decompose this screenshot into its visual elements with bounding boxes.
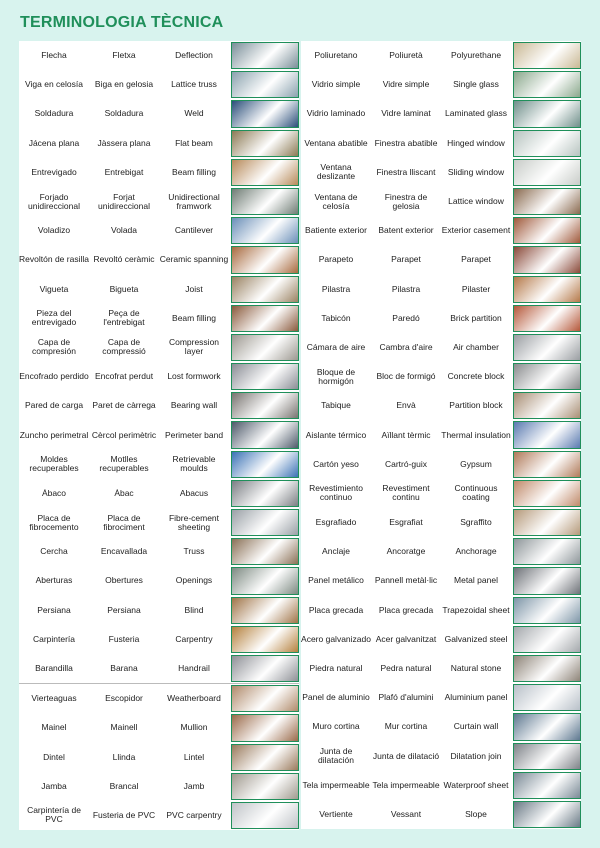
term-es: Mainel xyxy=(41,723,67,733)
term-es: Bloque de hormigón xyxy=(316,367,356,386)
term-ca: Paredó xyxy=(392,313,420,323)
term-photo xyxy=(231,159,299,186)
term-es: Pared de carga xyxy=(24,401,84,411)
term-photo xyxy=(231,276,299,303)
term-ca: Àbac xyxy=(114,488,134,498)
term-row xyxy=(19,391,299,420)
term-en: Cantilever xyxy=(174,226,214,236)
term-photo xyxy=(513,392,581,419)
term-photo xyxy=(231,685,299,712)
term-photo xyxy=(231,744,299,771)
term-en: Abacus xyxy=(179,488,209,498)
term-es: Carpintería xyxy=(32,634,76,644)
term-row xyxy=(19,245,299,274)
term-en: Gypsum xyxy=(460,459,492,469)
term-photo xyxy=(231,480,299,507)
term-en: Handrail xyxy=(178,664,210,674)
term-ca: Encofrat perdut xyxy=(94,372,154,382)
term-en: Flat beam xyxy=(175,138,213,148)
term-es: Parapeto xyxy=(318,255,354,265)
term-en: Openings xyxy=(175,576,213,586)
term-photo xyxy=(513,801,581,828)
term-row xyxy=(19,333,299,362)
term-ca: Aïllant tèrmic xyxy=(381,430,431,440)
term-row xyxy=(301,362,581,391)
term-es: Encofrado perdido xyxy=(19,372,89,382)
term-ca: Revoltó ceràmic xyxy=(93,255,155,265)
term-row xyxy=(19,216,299,245)
term-row xyxy=(301,566,581,595)
term-en: Curtain wall xyxy=(453,722,499,732)
term-ca: Entrebigat xyxy=(104,167,144,177)
term-photo xyxy=(513,188,581,215)
term-es: Vertiente xyxy=(319,809,353,819)
term-ca: Barana xyxy=(110,664,138,674)
term-ca: Biguetа xyxy=(109,284,139,294)
term-ca: Fletxa xyxy=(112,51,136,61)
term-ca: Esgrafiat xyxy=(389,518,423,528)
term-photo xyxy=(231,509,299,536)
term-row xyxy=(301,70,581,99)
term-ca: Bloc de formigó xyxy=(376,372,436,382)
term-photo xyxy=(231,597,299,624)
term-row xyxy=(19,743,299,772)
term-es: Pilastra xyxy=(321,284,351,294)
term-ca: Finestra lliscant xyxy=(376,167,436,177)
term-photo xyxy=(231,802,299,829)
term-es: Tabicón xyxy=(321,313,351,323)
term-row xyxy=(19,420,299,449)
term-en: Anchorage xyxy=(455,547,497,557)
term-row xyxy=(301,129,581,158)
term-ca: Placa grecada xyxy=(378,605,434,615)
term-ca: Parapet xyxy=(391,255,421,265)
term-photo xyxy=(513,509,581,536)
term-es: Placa de fibrocemento xyxy=(29,513,79,532)
term-en: PVC carpentry xyxy=(166,810,222,820)
term-es: Jácena plana xyxy=(28,138,80,148)
term-en: Continuous coating xyxy=(454,484,498,503)
term-photo xyxy=(231,246,299,273)
term-ca: Llinda xyxy=(112,752,136,762)
term-es: Dintel xyxy=(43,752,65,762)
term-en: Compression layer xyxy=(168,338,220,357)
term-photo xyxy=(513,655,581,682)
term-photo xyxy=(513,246,581,273)
term-row xyxy=(301,508,581,537)
term-ca: Volada xyxy=(111,226,137,236)
term-photo xyxy=(231,451,299,478)
term-en: Jamb xyxy=(183,781,205,791)
term-photo xyxy=(231,305,299,332)
term-es: Jamba xyxy=(41,781,67,791)
term-photo xyxy=(231,188,299,215)
term-ca: Ancoratge xyxy=(386,547,426,557)
term-photo xyxy=(513,363,581,390)
term-photo xyxy=(513,217,581,244)
term-photo xyxy=(513,334,581,361)
term-es: Vigueta xyxy=(39,284,69,294)
term-row xyxy=(19,275,299,304)
term-en: Thermal insulation xyxy=(441,430,511,440)
term-es: Esgrafiado xyxy=(315,518,357,528)
term-es: Placa grecada xyxy=(308,605,364,615)
term-row xyxy=(19,158,299,187)
term-en: Truss xyxy=(183,547,205,557)
term-ca: Peça de l'entrebigat xyxy=(103,309,145,328)
term-row xyxy=(301,187,581,216)
term-row xyxy=(19,508,299,537)
term-ca: Motlles recuperables xyxy=(99,455,149,474)
term-en: Sliding window xyxy=(447,167,505,177)
term-photo xyxy=(513,421,581,448)
term-photo xyxy=(231,217,299,244)
term-en: Pilaster xyxy=(461,284,491,294)
term-es: Voladizo xyxy=(37,226,71,236)
term-photo xyxy=(513,130,581,157)
term-en: Lattice window xyxy=(448,197,504,207)
term-ca: Obertures xyxy=(105,576,143,586)
term-es: Panel metálico xyxy=(308,576,364,586)
term-es: Ventana de celosía xyxy=(314,192,358,211)
term-photo xyxy=(513,772,581,799)
term-ca: Mur cortina xyxy=(384,722,428,732)
term-row xyxy=(301,537,581,566)
term-en: Lost formwork xyxy=(167,372,221,382)
term-row xyxy=(301,245,581,274)
term-ca: Capa de compressió xyxy=(102,338,146,357)
term-row xyxy=(301,800,581,829)
term-photo xyxy=(513,743,581,770)
term-ca: Soldadura xyxy=(104,109,144,119)
term-ca: Plafó d'alumini xyxy=(378,693,434,703)
term-row xyxy=(301,41,581,70)
term-ca: Forjat unidireccional xyxy=(98,192,150,211)
term-photo xyxy=(231,538,299,565)
term-es: Soldadura xyxy=(34,109,74,119)
term-ca: Cambra d'aire xyxy=(379,342,433,352)
term-row xyxy=(301,158,581,187)
term-ca: Mainell xyxy=(110,723,138,733)
term-row xyxy=(19,772,299,801)
term-row xyxy=(19,450,299,479)
term-photo xyxy=(513,451,581,478)
term-row xyxy=(19,654,299,683)
term-photo xyxy=(231,392,299,419)
term-row xyxy=(19,41,299,70)
term-ca: Encavallada xyxy=(100,547,148,557)
term-row xyxy=(301,625,581,654)
term-photo xyxy=(231,363,299,390)
term-en: Dilatation join xyxy=(450,751,502,761)
term-row xyxy=(301,771,581,800)
term-en: Polyurethane xyxy=(450,51,502,61)
term-ca: Cèrcol perimètric xyxy=(91,430,157,440)
term-ca: Brancal xyxy=(109,781,139,791)
term-photo xyxy=(513,100,581,127)
term-ca: Pedra natural xyxy=(380,664,432,674)
term-row xyxy=(301,479,581,508)
term-ca: Acer galvanitzat xyxy=(375,634,437,644)
term-en: Waterproof sheet xyxy=(443,780,509,790)
term-en: Aluminium panel xyxy=(444,693,508,703)
term-row xyxy=(19,683,299,713)
term-ca: Vidre simple xyxy=(382,80,430,90)
term-en: Ceramic spanning xyxy=(159,255,229,265)
term-en: Hinged window xyxy=(447,138,505,148)
term-es: Ventana abatible xyxy=(304,138,368,148)
term-en: Retrievable moulds xyxy=(172,455,216,474)
term-es: Viga en celosía xyxy=(25,80,83,90)
term-en: Partition block xyxy=(449,401,503,411)
term-ca: Vidre laminat xyxy=(381,109,431,119)
term-row xyxy=(19,713,299,742)
term-ca: Finestra de gelosia xyxy=(384,192,428,211)
term-en: Exterior casement xyxy=(441,226,511,236)
term-es: Poliuretano xyxy=(314,51,358,61)
term-row xyxy=(19,479,299,508)
term-es: Vidrio simple xyxy=(311,80,361,90)
term-photo xyxy=(513,538,581,565)
term-es: Pieza del entrevigado xyxy=(31,309,77,328)
term-row xyxy=(19,801,299,830)
term-row xyxy=(19,625,299,654)
term-es: Revoltón de rasilla xyxy=(19,255,89,265)
term-row xyxy=(301,742,581,771)
term-ca: Batent exterior xyxy=(378,226,434,236)
term-en: Bearing wall xyxy=(170,401,218,411)
term-es: Anclaje xyxy=(322,547,350,557)
term-ca: Vessant xyxy=(390,809,422,819)
term-photo xyxy=(231,334,299,361)
term-row xyxy=(19,129,299,158)
term-photo xyxy=(513,71,581,98)
term-en: Deflection xyxy=(175,51,213,61)
term-es: Tela impermeable xyxy=(302,780,370,790)
term-en: Brick partition xyxy=(450,313,502,323)
term-row xyxy=(301,654,581,683)
term-es: Forjado unidireccional xyxy=(28,192,80,211)
terminology-column-right xyxy=(301,41,581,829)
term-es: Vidrio laminado xyxy=(306,109,366,119)
term-photo xyxy=(231,714,299,741)
term-en: Weatherboard xyxy=(167,694,221,704)
term-row xyxy=(19,70,299,99)
term-es: Batiente exterior xyxy=(305,226,367,236)
term-row xyxy=(19,362,299,391)
term-es: Entrevigado xyxy=(31,167,77,177)
term-row xyxy=(301,450,581,479)
term-es: Barandilla xyxy=(35,664,73,674)
term-es: Aberturas xyxy=(35,576,73,586)
term-ca: Escopidor xyxy=(105,694,143,704)
term-photo xyxy=(513,159,581,186)
term-row xyxy=(301,712,581,741)
term-en: Fibre-cement sheeting xyxy=(168,513,220,532)
term-row xyxy=(301,420,581,449)
term-es: Ábaco xyxy=(41,488,67,498)
term-row xyxy=(19,99,299,128)
term-photo xyxy=(231,773,299,800)
term-ca: Jàssera plana xyxy=(97,138,151,148)
term-row xyxy=(301,333,581,362)
term-photo xyxy=(231,130,299,157)
term-en: Lintel xyxy=(183,752,205,762)
terminology-column-left xyxy=(19,41,299,830)
term-en: Carpentry xyxy=(175,634,213,644)
term-en: Weld xyxy=(184,109,204,119)
term-en: Trapezoidal sheet xyxy=(442,605,510,615)
term-row xyxy=(301,596,581,625)
term-en: Single glass xyxy=(453,80,499,90)
term-es: Aislante térmico xyxy=(305,430,367,440)
term-photo xyxy=(513,480,581,507)
term-es: Muro cortina xyxy=(312,722,360,732)
term-en: Beam filling xyxy=(172,313,216,323)
term-es: Acero galvanizado xyxy=(301,634,371,644)
term-ca: Paret de càrrega xyxy=(92,401,156,411)
term-row xyxy=(19,304,299,333)
term-photo xyxy=(513,684,581,711)
term-photo xyxy=(513,276,581,303)
term-row xyxy=(19,187,299,216)
term-es: Persiana xyxy=(37,605,71,615)
term-ca: Fusteria xyxy=(108,634,140,644)
term-photo xyxy=(231,421,299,448)
page-title: TERMINOLOGIA TÈCNICA xyxy=(20,14,224,31)
term-photo xyxy=(231,42,299,69)
term-en: Lattice truss xyxy=(171,80,217,90)
term-es: Panel de aluminio xyxy=(302,693,370,703)
term-photo xyxy=(231,71,299,98)
term-es: Cámara de aire xyxy=(306,342,366,352)
term-ca: Finestra abatible xyxy=(374,138,438,148)
term-es: Carpintería de PVC xyxy=(27,806,81,825)
term-es: Tabique xyxy=(321,401,351,411)
term-photo xyxy=(513,626,581,653)
term-en: Unidirectional framwork xyxy=(168,192,220,211)
term-en: Beam filling xyxy=(172,167,216,177)
term-ca: Biga en gelosia xyxy=(94,80,154,90)
term-row xyxy=(301,683,581,712)
term-es: Junta de dilatación xyxy=(318,747,354,766)
term-ca: Revestiment continu xyxy=(382,484,430,503)
term-row xyxy=(19,537,299,566)
term-photo xyxy=(513,42,581,69)
term-row xyxy=(301,216,581,245)
term-ca: Pilastra xyxy=(391,284,421,294)
term-es: Capa de compresión xyxy=(32,338,76,357)
term-ca: Envà xyxy=(396,401,416,411)
term-es: Cartón yeso xyxy=(313,459,359,469)
term-es: Piedra natural xyxy=(309,664,363,674)
term-photo xyxy=(513,713,581,740)
term-row xyxy=(301,99,581,128)
term-es: Vierteaguas xyxy=(31,694,77,704)
term-en: Perimeter band xyxy=(164,430,224,440)
term-en: Metal panel xyxy=(454,576,498,586)
term-ca: Junta de dilatació xyxy=(372,751,440,761)
term-photo xyxy=(231,655,299,682)
term-en: Parapet xyxy=(461,255,491,265)
term-en: Natural stone xyxy=(450,664,502,674)
term-row xyxy=(301,304,581,333)
term-es: Ventana deslizante xyxy=(316,163,356,182)
term-photo xyxy=(231,567,299,594)
term-ca: Placa de fibrociment xyxy=(103,513,145,532)
term-es: Revestimiento continuo xyxy=(309,484,363,503)
term-en: Slope xyxy=(465,809,487,819)
term-es: Cercha xyxy=(40,547,68,557)
term-photo xyxy=(231,626,299,653)
term-photo xyxy=(513,567,581,594)
term-photo xyxy=(513,305,581,332)
term-en: Sgraffito xyxy=(460,518,492,528)
term-row xyxy=(301,391,581,420)
term-row xyxy=(19,596,299,625)
term-row xyxy=(19,566,299,595)
term-ca: Tela impermeable xyxy=(372,780,440,790)
term-ca: Cartró-guix xyxy=(384,459,428,469)
term-ca: Poliuretà xyxy=(389,51,423,61)
term-en: Galvanized steel xyxy=(444,634,508,644)
term-ca: Fusteria de PVC xyxy=(92,810,156,820)
term-es: Zuncho perimetral xyxy=(19,430,89,440)
term-en: Mullion xyxy=(180,723,208,733)
term-row xyxy=(301,275,581,304)
term-es: Moldes recuperables xyxy=(29,455,79,474)
term-en: Laminated glass xyxy=(445,109,507,119)
term-en: Concrete block xyxy=(447,372,505,382)
term-ca: Pannell metàl·lic xyxy=(374,576,438,586)
term-en: Blind xyxy=(184,605,204,615)
term-en: Joist xyxy=(185,284,203,294)
term-photo xyxy=(513,597,581,624)
term-es: Flecha xyxy=(41,51,67,61)
term-photo xyxy=(231,100,299,127)
term-ca: Persiana xyxy=(107,605,141,615)
term-en: Air chamber xyxy=(453,342,499,352)
